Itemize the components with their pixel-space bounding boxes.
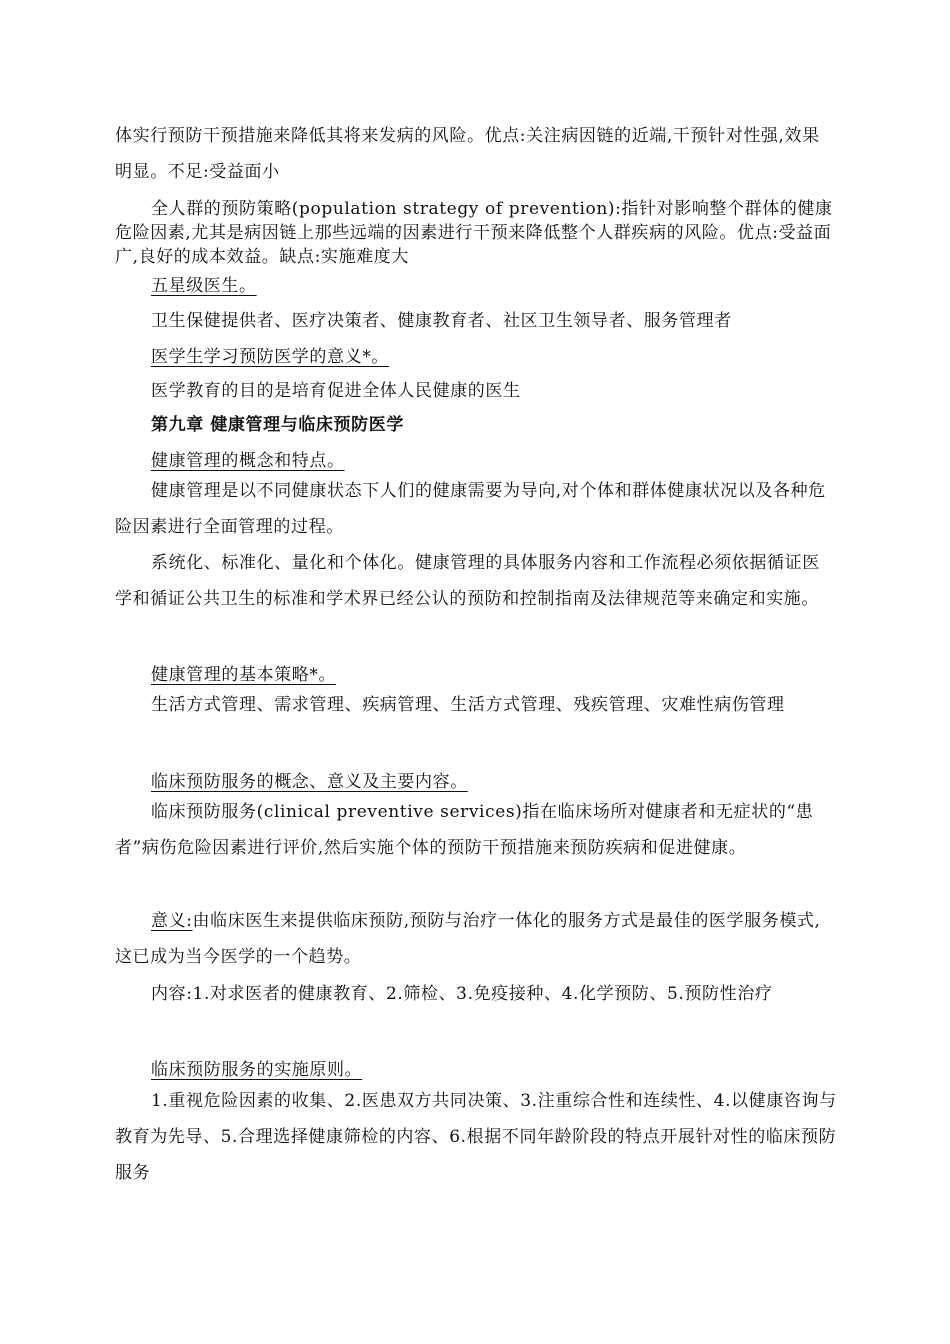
paragraph-medical-education-purpose: 医学教育的目的是培育促进全体人民健康的医生 bbox=[151, 381, 521, 401]
chapter-title: 第九章 健康管理与临床预防医学 bbox=[151, 415, 404, 435]
paragraph-five-star-doctor: 卫生保健提供者、医疗决策者、健康教育者、社区卫生领导者、服务管理者 bbox=[151, 311, 732, 331]
text-significance: 由临床医生来提供临床预防,预防与治疗一体化的服务方式是最佳的医学服务模式,这已成为当今医学的一个趋势。 bbox=[115, 911, 821, 967]
heading-significance-preventive-medicine: 医学生学习预防医学的意义*。 bbox=[151, 347, 389, 367]
paragraph-health-management-definition: 健康管理是以不同健康状态下人们的健康需要为导向,对个体和群体健康状况以及各种危险因素进行全面管理的过程。 bbox=[115, 481, 826, 537]
paragraph-clinical-preventive-content: 内容:1.对求医者的健康教育、2.筛检、3.免疫接种、4.化学预防、5.预防性治疗 bbox=[151, 984, 773, 1004]
heading-five-star-doctor: 五星级医生。 bbox=[151, 276, 257, 296]
paragraph-individual-strategy-end: 体实行预防干预措施来降低其将来发病的风险。优点:关注病因链的近端,干预针对性强,效果明显。不足:受益面小 bbox=[115, 126, 820, 182]
paragraph-health-management-features: 系统化、标准化、量化和个体化。健康管理的具体服务内容和工作流程必须依据循证医学和循证公共卫生的标准和学术界已经公认的预防和控制指南及法律规范等来确定和实施。 bbox=[115, 553, 820, 609]
heading-health-management-strategy: 健康管理的基本策略*。 bbox=[151, 665, 337, 685]
paragraph-clinical-preventive-definition: 临床预防服务(clinical preventive services)指在临床场所对健康者和无症状的“患者”病伤危险因素进行评价,然后实施个体的预防干预措施来预防疾病和促进健康。 bbox=[115, 802, 814, 858]
heading-clinical-preventive-services: 临床预防服务的概念、意义及主要内容。 bbox=[151, 772, 468, 792]
heading-health-management-concept: 健康管理的概念和特点。 bbox=[151, 451, 345, 471]
paragraph-population-strategy: 全人群的预防策略(population strategy of prevention):指针对影响整个群体的健康危险因素,尤其是病因链上那些远端的因素进行干预来降低整个人群疾病的风险。优点:受益面广,良好的成本效益。缺点:实施难度大 bbox=[115, 199, 833, 267]
paragraph-clinical-preventive-significance bbox=[115, 903, 837, 975]
label-significance: 意义: bbox=[151, 911, 193, 931]
paragraph-implementation-principles: 1.重视危险因素的收集、2.医患双方共同决策、3.注重综合性和连续性、4.以健康咨询与教育为先导、5.合理选择健康筛检的内容、6.根据不同年龄阶段的特点开展针对性的临床预防服务 bbox=[115, 1091, 837, 1183]
paragraph-health-management-strategy: 生活方式管理、需求管理、疾病管理、生活方式管理、残疾管理、灾难性病伤管理 bbox=[151, 695, 785, 715]
heading-implementation-principles: 临床预防服务的实施原则。 bbox=[151, 1060, 363, 1080]
